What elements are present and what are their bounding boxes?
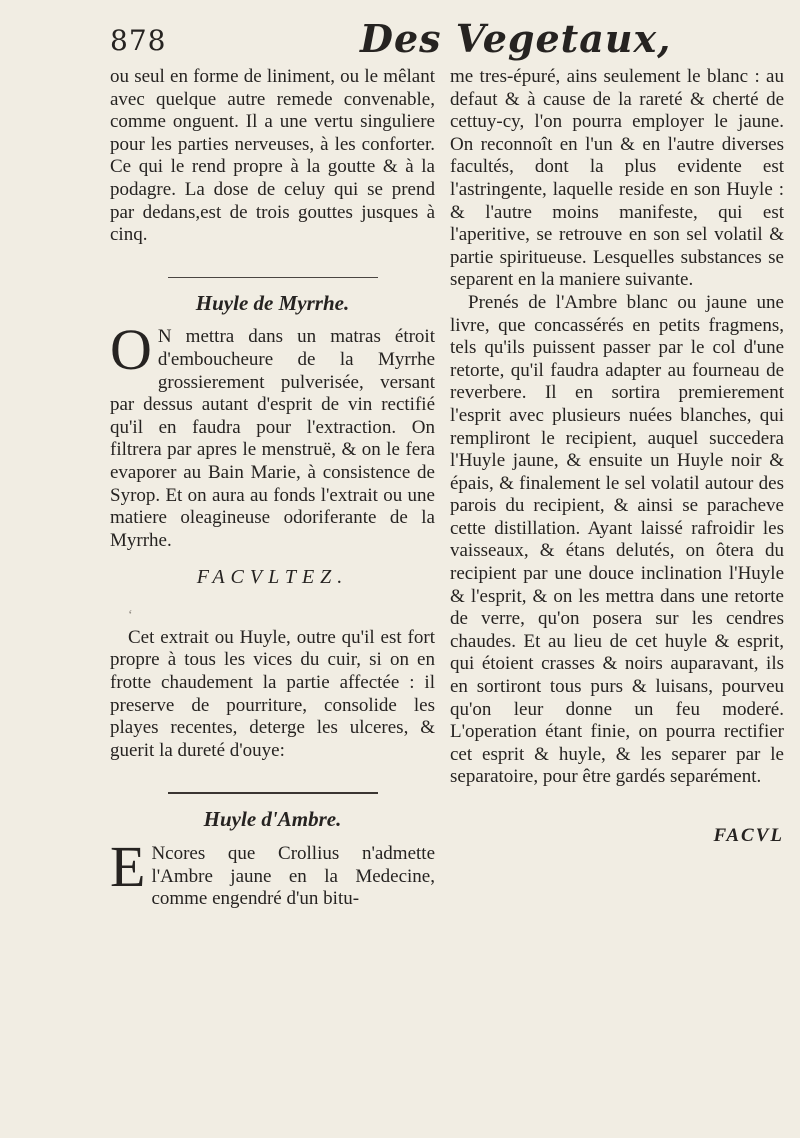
faint-mark: ‘ (128, 607, 133, 623)
myrrhe-text: N mettra dans un matras étroit d'emboucheure de la Myrrhe grossierement pulverisée, versant par dessus autant d'esprit de vin rectifié qu'il en faudra pour l'extraction. On filtrera par apres le menstruë, & on le fera evaporer au Bain Marie, à consistence de Syrop. Et on aura au fonds l'extrait ou une matiere oleagineuse odoriferante de la Myrrhe. (110, 326, 435, 551)
page-header (110, 10, 790, 70)
right-paragraph-1: me tres-épuré, ains seulement le blanc : au defaut & à cause de la rareté & cherté de cettuy-cy, l'on pourra employer le jaune. On reconnoît en l'un & en l'autre diverses facultés, dont la plus evidente est l'astringente, laquelle reside en son Huyle : & l'autre moins manifeste, qui est l'aperitive, se retrouve en son sel volatil & partie spiritueuse. Lesquelles substances se separent en la maniere suivante. (450, 66, 784, 291)
intro-paragraph: ou seul en forme de liniment, ou le mêlant avec quelque autre remede convenable, comme onguent. Il a une vertu singuliere pour les parties nerveuses, à les conforter. Ce qui le rend propre à la goutte & à la podagre. La dose de celuy qui se prend par dedans,est de trois gouttes jusques à cinq. (110, 66, 435, 246)
ambre-text: Ncores que Crollius n'admette l'Ambre jaune en la Medecine, comme engendré d'un bitu- (151, 843, 435, 910)
catchword: FACVL (713, 825, 784, 846)
right-paragraph-2: Prenés de l'Ambre blanc ou jaune une livre, que concassérés en petits fragmens, tels qu'ils puissent passer par le col d'une retorte, qu'il faudra adapter au fourneau de reverbere. Il en sortira premierement l'esprit avec plusieurs nuées blanches, qui rempliront le recipient, auquel succedera l'Huyle jaune, & ensuite un Huyle noir & épais, & finalement le sel volatil autour des parois du recipient, & ainsi se paracheve cette distillation. Ayant laissé rafroidir les vaisseaux, & étans delutés, on ôtera du recipient par une douce inclination l'Huyle & l'esprit, & on les mettra dans une retorte de verre, qu'on posera sur les cendres chaudes. Et au lieu de cet huyle & esprit, qui étoient crasses & noirs auparavant, ils en sortiront tous purs & luisans, pourveu qu'on leur donne un feu moderé. L'operation étant finie, on pourra rectifier cet esprit & huyle, & les separer par le separatoire, pour être gardés separément. (450, 291, 784, 788)
ambre-paragraph (110, 834, 435, 911)
facultez-paragraph: Cet extrait ou Huyle, outre qu'il est fort propre à tous les vices du cuir, si on en frotte chaudement la partie affectée : il preserve de pourriture, consolide les playes recentes, deterge les ulceres, & guerit la dureté d'ouye: (110, 626, 435, 761)
myrrhe-paragraph (110, 317, 435, 552)
right-column (450, 66, 784, 848)
section-divider (168, 277, 378, 278)
facultez-heading: FACVLTEZ. (196, 566, 349, 589)
drop-cap-initial: O (110, 317, 152, 383)
left-column (110, 66, 435, 911)
page-number: 878 (110, 24, 167, 57)
section-title-ambre: Huyle d'Ambre. (203, 807, 342, 832)
running-title: Des Vegetaux, (360, 16, 672, 61)
section-divider (168, 792, 378, 794)
section-title-myrrhe: Huyle de Myrrhe. (195, 290, 350, 315)
drop-cap-initial: E (110, 834, 146, 900)
